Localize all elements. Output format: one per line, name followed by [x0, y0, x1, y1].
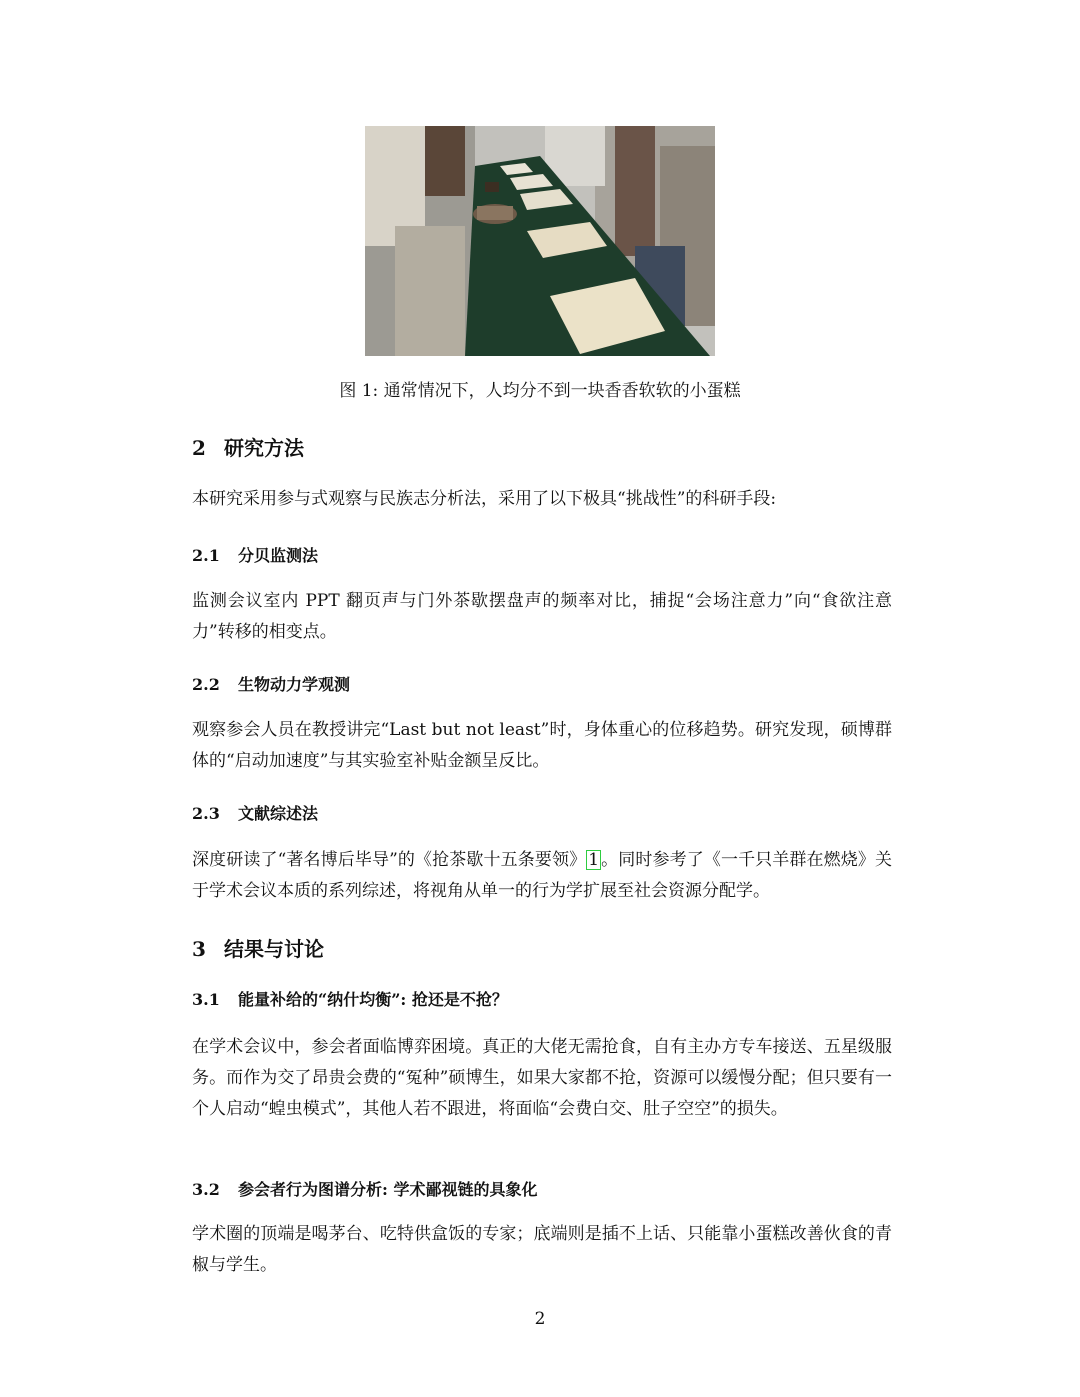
subsection-heading [192, 673, 350, 697]
subsection-heading [192, 1178, 537, 1202]
paragraph-text: 。同时参考了《一千只羊群在燃烧》关于学术会议本质的系列综述，将视角从单一的行为学扩展至社会资源分配学。 [192, 850, 892, 901]
subsection-number: 3.1 [192, 990, 220, 1009]
subsection-title: 分贝监测法 [238, 546, 319, 565]
paragraph: 观察参会人员在教授讲完“Last but not least”时，身体重心的位移趋势。研究发现，硕博群体的“启动加速度”与其实验室补贴金额呈反比。 [192, 720, 892, 771]
paragraph-text: 深度研读了“著名博后毕导”的《抢茶歇十五条要领》 [192, 850, 587, 870]
subsection-heading [192, 988, 508, 1012]
paragraph: 监测会议室内 PPT 翻页声与门外茶歇摆盘声的频率对比，捕捉“会场注意力”向“食欲注意力”转移的相变点。 [192, 591, 892, 642]
paragraph: 学术圈的顶端是喝茅台、吃特供盒饭的专家；底端则是插不上话、只能靠小蛋糕改善伙食的青椒与学生。 [192, 1224, 892, 1275]
figure-caption: 图 1: 通常情况下，人均分不到一块香香软软的小蛋糕 [339, 381, 741, 401]
section-intro: 本研究采用参与式观察与民族志分析法，采用了以下极具“挑战性”的科研手段: [192, 489, 777, 509]
section-heading [192, 434, 304, 462]
subsection-number: 2.1 [192, 546, 220, 565]
figure-photo [365, 126, 715, 356]
subsection-number: 2.3 [192, 804, 220, 823]
subsection-title: 能量补给的“纳什均衡”: 抢还是不抢？ [238, 990, 508, 1009]
subsection-title: 参会者行为图谱分析: 学术鄙视链的具象化 [238, 1180, 538, 1199]
subsection-heading [192, 544, 318, 568]
paragraph: 在学术会议中，参会者面临博弈困境。真正的大佬无需抢食，自有主办方专车接送、五星级服务。而作为交了昂贵会费的“冤种”硕博生，如果大家都不抢，资源可以缓慢分配；但只要有一个人启动“蝗虫模式”，其他人若不跟进，将面临“会费白交、肚子空空”的损失。 [192, 1037, 892, 1119]
section-number: 3 [192, 937, 206, 961]
citation-link[interactable]: 1 [588, 850, 600, 870]
section-heading [192, 935, 324, 963]
section-title: 结果与讨论 [224, 937, 324, 961]
subsection-title: 文献综述法 [238, 804, 319, 823]
paragraph [192, 845, 892, 907]
subsection-heading [192, 802, 318, 826]
section-title: 研究方法 [224, 436, 304, 460]
subsection-number: 3.2 [192, 1180, 220, 1199]
subsection-title: 生物动力学观测 [238, 675, 351, 694]
page-number: 2 [534, 1309, 546, 1329]
subsection-number: 2.2 [192, 675, 220, 694]
section-number: 2 [192, 436, 206, 460]
